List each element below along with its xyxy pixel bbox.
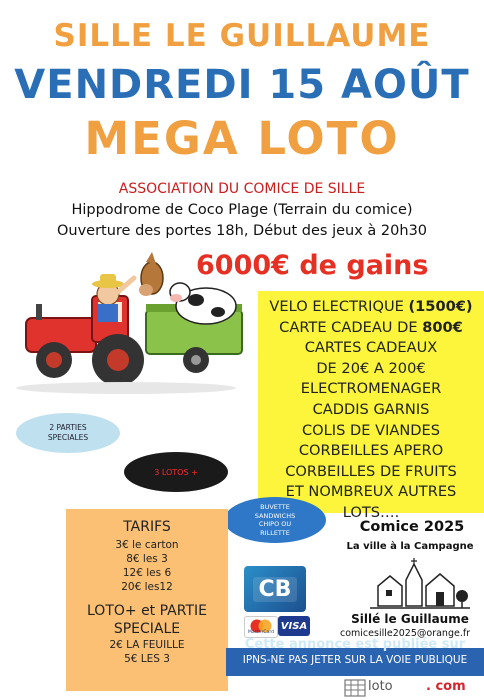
mastercard-text: MasterCard [248,630,274,635]
special-tarif-row: 2€ LA FEUILLE [109,639,185,651]
prize-carte [258,318,484,339]
prize-carte-label: CARTE CADEAU DE [279,318,423,336]
buvette-badge [224,497,326,543]
prize-velo [258,297,484,318]
tarif-row: 12€ les 6 [122,567,172,579]
loto-grid-icon [344,679,366,697]
mastercard-logo [244,616,278,638]
visa-text: VISA [280,620,308,632]
tarif-row: 8€ les 3 [126,553,168,565]
title-event: MEGA LOTO [84,112,400,165]
cb-logo-text: CB [253,577,298,602]
lotos-plus-badge [124,452,228,492]
tarif-row: 20€ les12 [121,581,173,593]
gains-headline: 6000€ de gains [196,250,429,281]
tractor-illustration [6,248,256,408]
watermark-text: loto [368,679,393,694]
visa-logo [278,616,310,636]
special-games-badge [16,413,120,453]
special-tarif-title-2: SPECIALE [113,621,181,637]
special-games-line1: 2 PARTIES [49,423,87,432]
village-church-icon [370,556,470,610]
title-town: SILLE LE GUILLAUME [53,18,431,54]
ipns-notice: IPNS-NE PAS JETER SUR LA VOIE PUBLIQUE [242,654,468,666]
publication-notice: Cette annonce est publiée sur [244,637,466,652]
comice-title: Comice 2025 [359,519,465,535]
prize-line: CARTES CADEAUX [304,339,438,357]
special-tarif-row: 5€ LES 3 [124,653,170,665]
prize-line: CADDIS GARNIS [312,400,430,418]
comice-subtitle: La ville à la Campagne [346,541,474,552]
prize-line: CORBEILLES DE FRUITS [285,462,457,480]
tarifs-box [66,509,228,691]
buvette-line2: SANDWICHS [254,511,296,520]
buvette-line4: RILLETTE [260,528,290,537]
prize-velo-label: VELO ELECTRIQUE [269,298,409,315]
prize-line: CORBEILLES APERO [298,442,444,460]
buvette-line1: BUVETTE [260,503,290,511]
prize-carte-value: 800€ [422,318,463,336]
lotos-plus-text: 3 LOTOS + [154,467,198,477]
prize-line: ELECTROMENAGER [300,380,442,398]
hours-text: Ouverture des portes 18h, Début des jeux à 20h30 [56,223,428,239]
prize-velo-price: (1500€) [408,298,473,315]
comice-town: Sillé le Guillaume [351,612,469,626]
tarifs-title: TARIFS [123,519,171,535]
title-date: VENDREDI 15 AOÛT [14,62,470,108]
tarif-row: 3€ le carton [115,539,179,551]
prize-line: DE 20€ A 200€ [316,359,426,377]
cb-card-logo [244,566,306,612]
prize-line: LOTS…. [342,503,400,521]
association-name: ASSOCIATION DU COMICE DE SILLE [118,181,366,197]
venue-text: Hippodrome de Coco Plage (Terrain du comice) [71,202,413,218]
special-games-line2: SPECIALES [47,433,89,442]
comice-email: comicesille2025@orange.fr [340,628,471,639]
prize-line: COLIS DE VIANDES [301,421,441,439]
special-tarif-title-1: LOTO+ et PARTIE [87,603,207,619]
watermark-com: . com [426,679,466,694]
prize-line: ET NOMBREUX AUTRES [285,483,457,501]
buvette-line3: CHIPO OU [258,520,292,528]
